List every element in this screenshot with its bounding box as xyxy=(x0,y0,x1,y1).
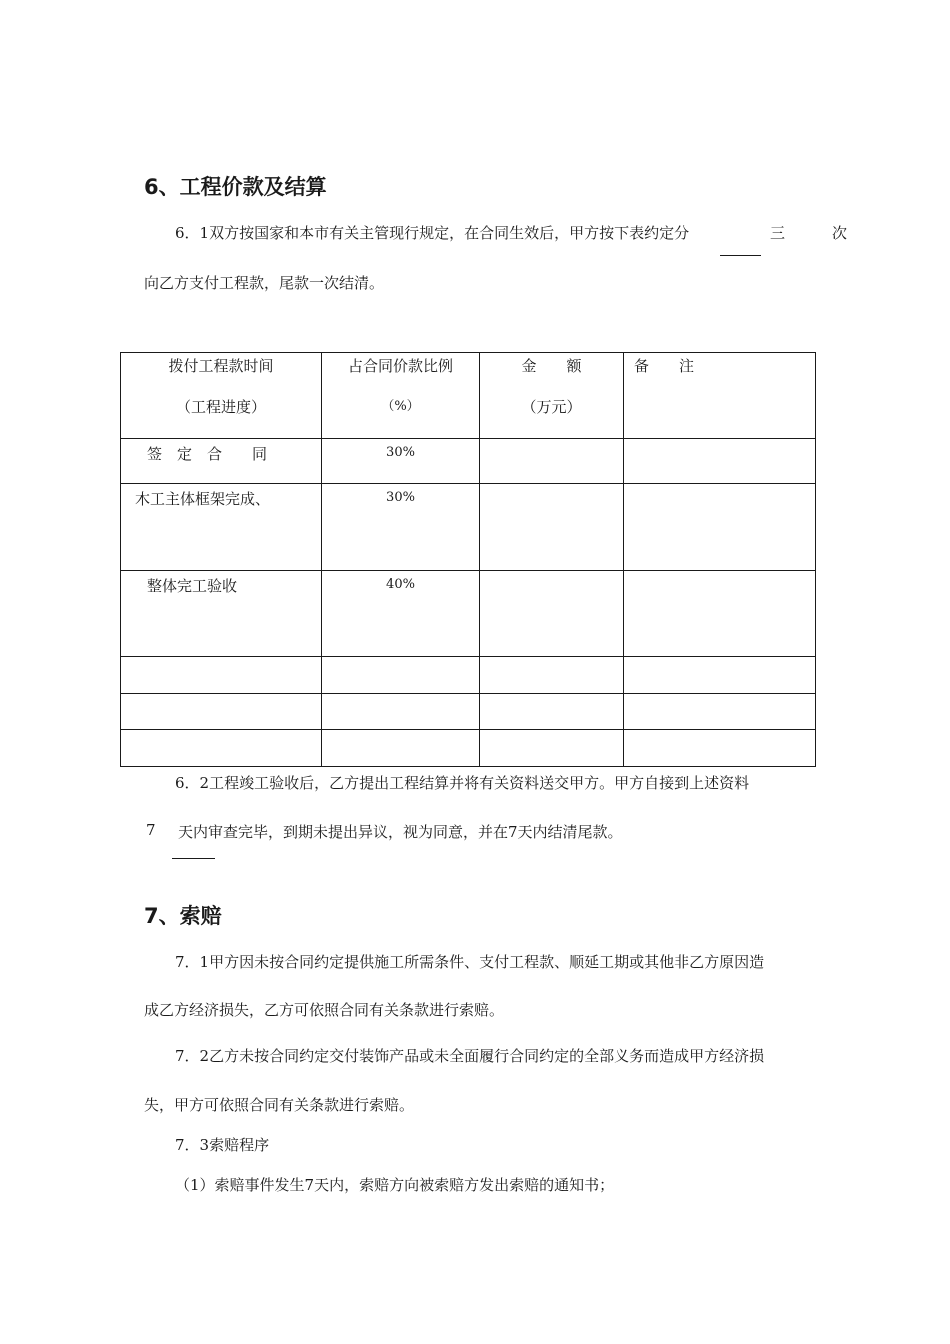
clause-6-2-line1: 6．2工程竣工验收后，乙方提出工程结算并将有关资料送交甲方。甲方自接到上述资料 xyxy=(175,774,750,792)
header-ratio: 占合同价款比例 （%） xyxy=(322,353,480,439)
header-remarks: 备 注 xyxy=(624,353,816,439)
remarks-cell[interactable] xyxy=(624,439,816,484)
clause-6-2-days: 7 xyxy=(146,821,156,839)
empty-cell[interactable] xyxy=(322,694,480,730)
amount-cell[interactable] xyxy=(480,571,624,657)
table-row xyxy=(121,657,816,694)
stage-cell: 签 定 合 同 xyxy=(121,439,322,484)
header-payment-time: 拨付工程款时间 （工程进度） xyxy=(121,353,322,439)
empty-cell[interactable] xyxy=(121,657,322,694)
header-amount: 金 额 （万元） xyxy=(480,353,624,439)
table-header-row xyxy=(121,353,816,439)
stage-cell: 木工主体框架完成、 xyxy=(121,484,322,571)
payment-schedule-table xyxy=(120,352,816,767)
clause-7-2-line2: 失，甲方可依照合同有关条款进行索赔。 xyxy=(144,1096,415,1114)
amount-cell[interactable] xyxy=(480,484,624,571)
clause-7-2-line1: 7．2乙方未按合同约定交付装饰产品或未全面履行合同约定的全部义务而造成甲方经济损 xyxy=(175,1047,765,1065)
fill-in-underline xyxy=(172,858,215,859)
ratio-cell: 30% xyxy=(322,439,480,484)
empty-cell[interactable] xyxy=(322,730,480,767)
ratio-cell: 40% xyxy=(322,571,480,657)
empty-cell[interactable] xyxy=(480,657,624,694)
clause-7-3-item-1: （1）索赔事件发生7天内，索赔方向被索赔方发出索赔的通知书； xyxy=(175,1176,615,1194)
table-row xyxy=(121,694,816,730)
clause-6-2-line2: 天内审查完毕，到期未提出异议，视为同意，并在7天内结清尾款。 xyxy=(178,823,623,841)
empty-cell[interactable] xyxy=(480,730,624,767)
empty-cell[interactable] xyxy=(121,730,322,767)
table-row xyxy=(121,571,816,657)
table-row xyxy=(121,439,816,484)
clause-6-1-installment-count: 三 xyxy=(770,224,786,242)
clause-7-1-line2: 成乙方经济损失，乙方可依照合同有关条款进行索赔。 xyxy=(144,1001,505,1019)
empty-cell[interactable] xyxy=(322,657,480,694)
remarks-cell[interactable] xyxy=(624,484,816,571)
ratio-cell: 30% xyxy=(322,484,480,571)
clause-6-1-line1: 6．1双方按国家和本市有关主管现行规定，在合同生效后，甲方按下表约定分 xyxy=(175,224,690,242)
clause-7-1-line1: 7．1甲方因未按合同约定提供施工所需条件、支付工程款、顺延工期或其他非乙方原因造 xyxy=(175,953,765,971)
section-6-heading: 6、工程价款及结算 xyxy=(144,175,327,199)
empty-cell[interactable] xyxy=(480,694,624,730)
section-7-heading: 7、索赔 xyxy=(144,904,222,928)
amount-cell[interactable] xyxy=(480,439,624,484)
table-row xyxy=(121,730,816,767)
clause-6-1-line2: 向乙方支付工程款，尾款一次结清。 xyxy=(144,274,385,292)
clause-6-1-ci: 次 xyxy=(832,224,848,242)
clause-7-3: 7．3索赔程序 xyxy=(175,1136,270,1154)
empty-cell[interactable] xyxy=(624,657,816,694)
remarks-cell[interactable] xyxy=(624,571,816,657)
empty-cell[interactable] xyxy=(624,730,816,767)
empty-cell[interactable] xyxy=(121,694,322,730)
table-row xyxy=(121,484,816,571)
empty-cell[interactable] xyxy=(624,694,816,730)
fill-in-underline xyxy=(720,255,761,256)
stage-cell: 整体完工验收 xyxy=(121,571,322,657)
